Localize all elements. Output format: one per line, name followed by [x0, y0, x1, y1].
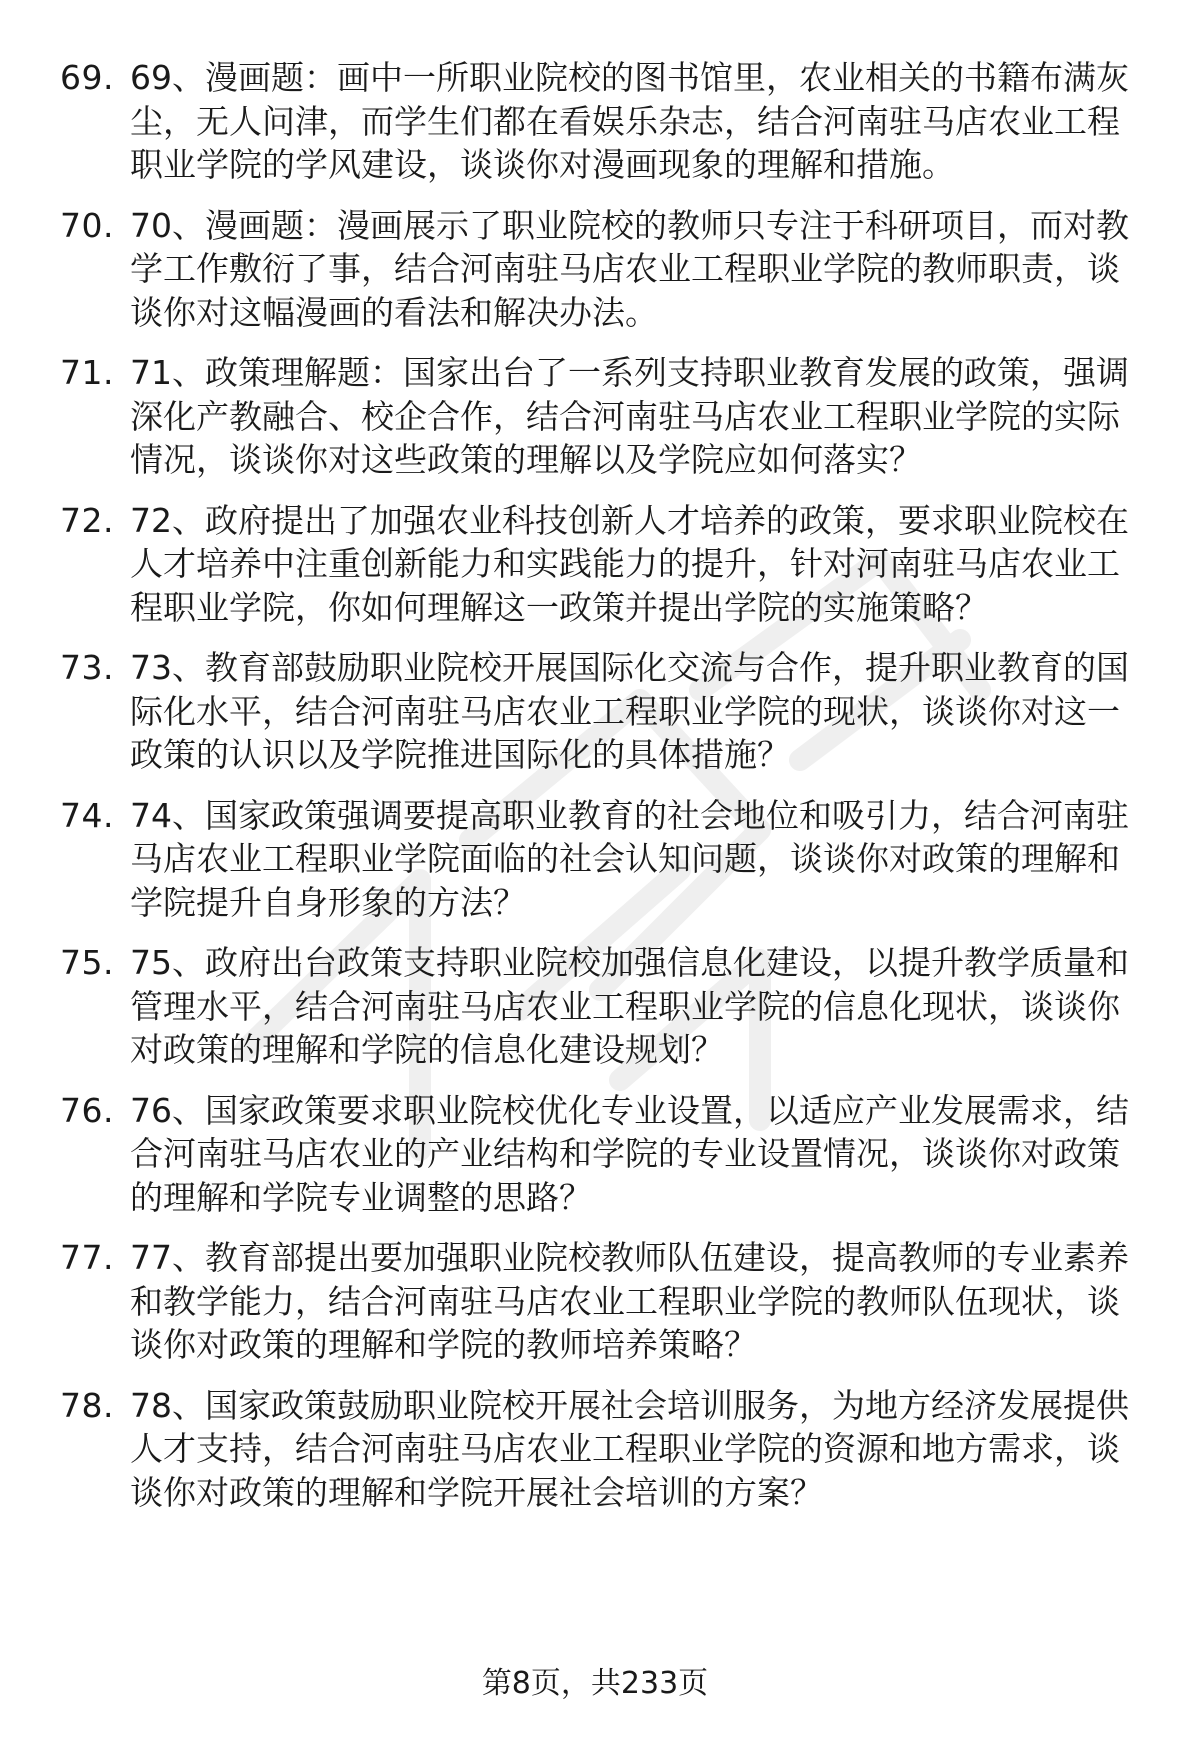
question-text: 71、政策理解题：国家出台了一系列支持职业教育发展的政策，强调深化产教融合、校企合作，结合河南驻马店农业工程职业学院的实际情况，谈谈你对这些政策的理解以及学院应如何落实？ — [130, 353, 1129, 479]
question-text: 70、漫画题：漫画展示了职业院校的教师只专注于科研项目，而对教学工作敷衍了事，结合河南驻马店农业工程职业学院的教师职责，谈谈你对这幅漫画的看法和解决办法。 — [130, 205, 1129, 332]
question-text: 72、政府提出了加强农业科技创新人才培养的政策，要求职业院校在人才培养中注重创新能力和实践能力的提升，针对河南驻马店农业工程职业学院，你如何理解这一政策并提出学院的实施策略？ — [130, 500, 1129, 627]
question-number: 77. — [60, 1238, 114, 1277]
question-list — [60, 56, 1150, 1531]
question-number: 78. — [60, 1385, 114, 1425]
question-number: 75. — [60, 943, 114, 982]
page-number-label: 第8页，共233页 — [481, 1666, 709, 1701]
question-number: 73. — [60, 648, 114, 687]
question-number: 69. — [60, 58, 114, 97]
question-item-75 — [60, 941, 1150, 1072]
question-item-73 — [60, 646, 1150, 777]
question-number: 72. — [60, 500, 114, 540]
question-item-72 — [60, 499, 1150, 630]
question-item-70 — [60, 204, 1150, 335]
question-item-74 — [60, 794, 1150, 925]
question-item-77 — [60, 1236, 1150, 1367]
question-number: 70. — [60, 205, 114, 245]
question-text: 73、教育部鼓励职业院校开展国际化交流与合作，提升职业教育的国际化水平，结合河南驻马店农业工程职业学院的现状，谈谈你对这一政策的认识以及学院推进国际化的具体措施？ — [130, 648, 1129, 774]
question-text: 75、政府出台政策支持职业院校加强信息化建设，以提升教学质量和管理水平，结合河南驻马店农业工程职业学院的信息化现状，谈谈你对政策的理解和学院的信息化建设规划？ — [130, 943, 1129, 1069]
question-text: 78、国家政策鼓励职业院校开展社会培训服务，为地方经济发展提供人才支持，结合河南驻马店农业工程职业学院的资源和地方需求，谈谈你对政策的理解和学院开展社会培训的方案？ — [130, 1385, 1129, 1512]
question-item-69 — [60, 56, 1150, 187]
question-number: 74. — [60, 795, 114, 835]
page-footer — [0, 1664, 1190, 1704]
question-text: 74、国家政策强调要提高职业教育的社会地位和吸引力，结合河南驻马店农业工程职业学院面临的社会认知问题，谈谈你对政策的理解和学院提升自身形象的方法？ — [130, 795, 1129, 922]
question-number: 71. — [60, 353, 114, 392]
question-item-78 — [60, 1384, 1150, 1515]
question-number: 76. — [60, 1090, 114, 1130]
question-text: 69、漫画题：画中一所职业院校的图书馆里，农业相关的书籍布满灰尘，无人问津，而学生们都在看娱乐杂志，结合河南驻马店农业工程职业学院的学风建设，谈谈你对漫画现象的理解和措施。 — [130, 58, 1129, 184]
question-text: 76、国家政策要求职业院校优化专业设置，以适应产业发展需求，结合河南驻马店农业的产业结构和学院的专业设置情况，谈谈你对政策的理解和学院专业调整的思路？ — [130, 1090, 1129, 1217]
question-item-71 — [60, 351, 1150, 482]
question-text: 77、教育部提出要加强职业院校教师队伍建设，提高教师的专业素养和教学能力，结合河南驻马店农业工程职业学院的教师队伍现状，谈谈你对政策的理解和学院的教师培养策略？ — [130, 1238, 1129, 1364]
question-item-76 — [60, 1089, 1150, 1220]
